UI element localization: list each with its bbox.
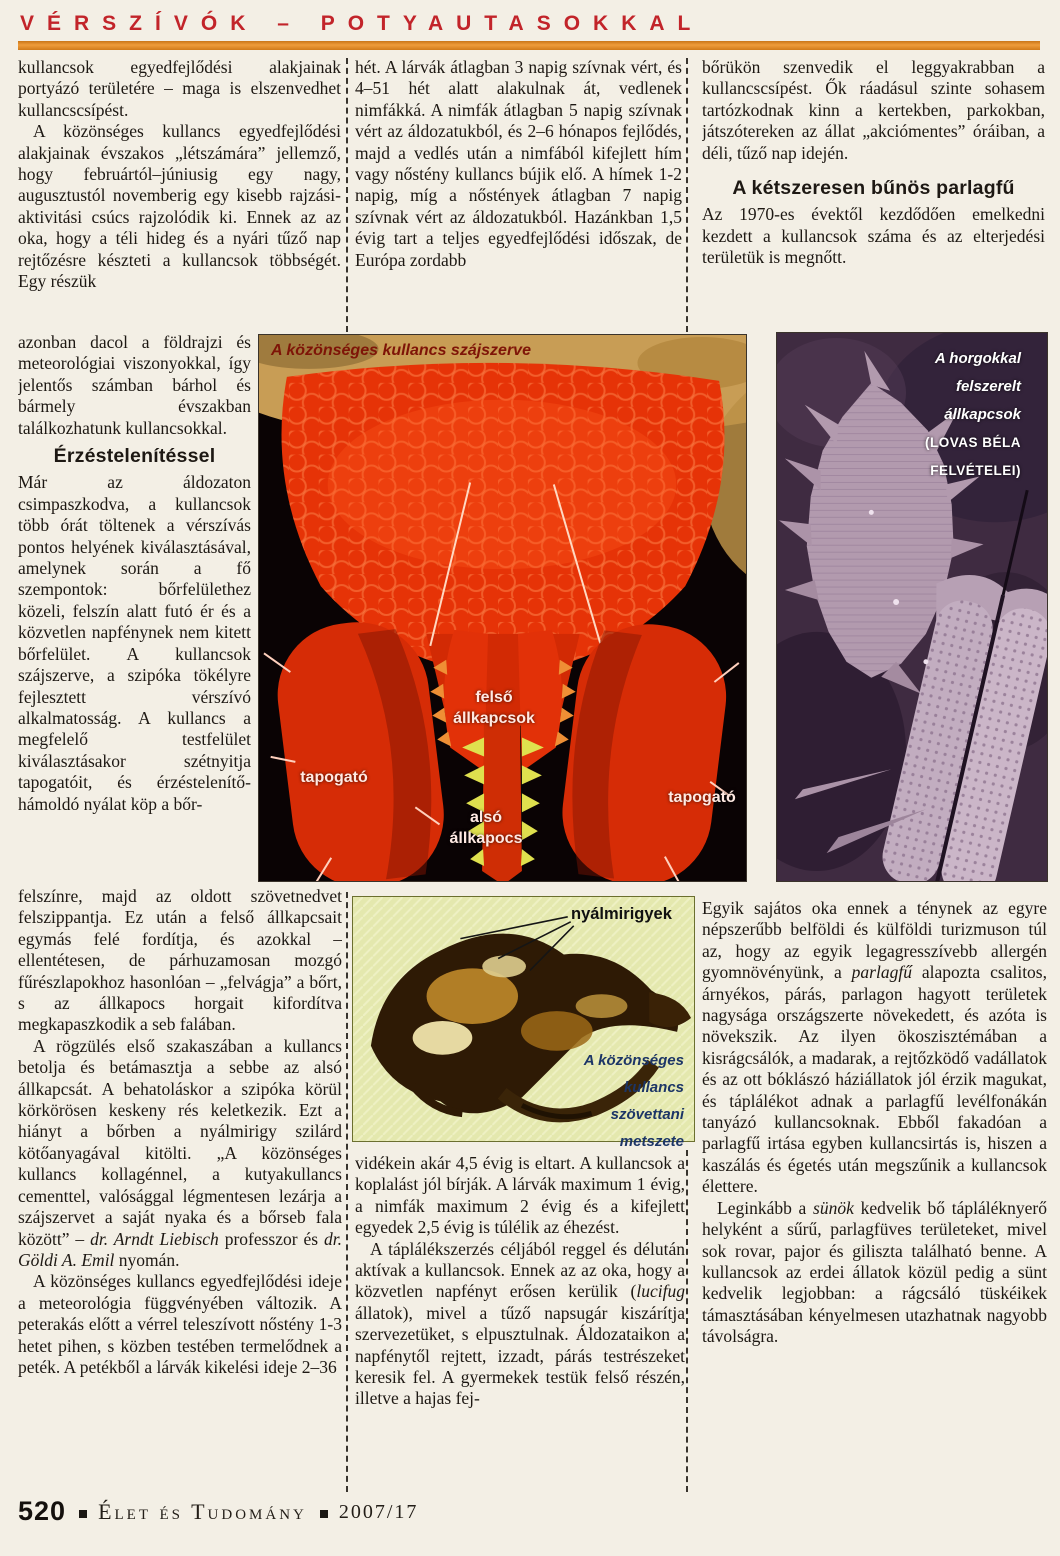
page-number: 520 — [18, 1496, 67, 1526]
text-segment: állatok), mivel a tűző napsugár kiszárítja szervezetüket, s elpusztulnak. Áldozataikon a napfénytől rejtett, izzadt, párás testrészeket keresik fel. A gyermekek testük felső részén, illetve a hajas fej- — [355, 1302, 685, 1409]
photo-caption — [925, 345, 1021, 485]
anatomy-label-palp-left: tapogató — [300, 769, 368, 786]
square-bullet-icon — [320, 1510, 328, 1518]
header-rule — [18, 41, 1040, 50]
text-segment: professzor és — [218, 1228, 324, 1249]
text-segment: nyomán. — [114, 1249, 180, 1270]
caption-line: metszete — [619, 1133, 684, 1150]
paragraph: azonban dacol a földrajzi és meteorológiai viszonyokkal, így jelentős számban bárhol és bármely évszakban találkozhatunk kullancsokkal. — [18, 332, 251, 438]
paragraph: Már az áldozaton csimpaszkodva, a kullancsok több órát töltenek a vérszívás pontos helyének kiválasztásával, amelynek során a fő szempontok: bőrfelülethez közeli, felszín alatt futó ér és a közvetlen napfénynek nem kitett bőrfelület. A kullancsok szájszerve, a szipóka tökélyre fejlesztett vérszívó alkalmatosság. A kullancs a megfelelő testfelület kiválasztásakor szétnyitja tapogatóit, és érzéstelenítő-hámoldó nyálat köp a bőr- — [18, 472, 251, 814]
label-line: felső — [475, 689, 513, 706]
column2-top — [355, 57, 682, 335]
column3-bottom — [702, 898, 1047, 1494]
square-bullet-icon — [79, 1510, 87, 1518]
person-name: dr. Arndt Liebisch — [90, 1228, 219, 1249]
paragraph — [355, 1239, 685, 1410]
caption-line: felszerelt — [955, 378, 1021, 395]
latin-term: lucifug — [636, 1281, 685, 1302]
column1-narrow — [18, 332, 251, 885]
column1-bottom — [18, 886, 342, 1494]
column2-bottom — [355, 1153, 685, 1493]
paragraph — [702, 898, 1047, 1198]
paragraph — [18, 1036, 342, 1271]
photo-credit: FELVÉTELEI) — [930, 463, 1021, 478]
text-segment: kedvelik bő tápláléknyerő helyként a sűrű, parlagfüves területeket, mivel sok rovar, pajor és giliszta található benne. A kullancsok az erdei állatok közül pedig a sünt kedvelik legjobban: a rágcsáló tüskéikek támasztásában kényelmesen utazhatnak nagyobb távolságra. — [702, 1197, 1047, 1347]
text-segment: A táplálékszerzés céljából reggel és délután aktívak a kullancsok. Ennek az az oka, hogy a közvetlen napfényt erősen kerülik ( — [355, 1238, 685, 1302]
caption-line: A közönséges — [583, 1052, 684, 1069]
text-segment: Egyik sajátos oka ennek a ténynek az egyre népszerűbb belföldi és külföldi turizmuson túl az, hogy az egyik legagresszívebb allergén gyomnövényünk, a — [702, 898, 1047, 983]
anatomy-label-salivary-glands: nyálmirigyek — [571, 905, 672, 923]
photo-caption: A közönséges kullancs szájszerve — [271, 342, 531, 359]
photo-caption — [584, 1047, 684, 1155]
anatomy-label-palp-right: tapogató — [668, 789, 736, 806]
section-heading: Érzéstelenítéssel — [53, 445, 216, 468]
page-footer — [18, 1496, 418, 1527]
paragraph: Az 1970-es évektől kezdődően emelkedni kezdett a kullancsok száma és az elterjedési területük is megnőtt. — [702, 204, 1045, 268]
paragraph — [702, 1198, 1047, 1348]
paragraph: vidékein akár 4,5 évig is eltart. A kullancsok a koplalást jól bírják. A lárvák maximum 1 évig, a nimfák maximum 2 évig és a kifejlett egyedek 2,5 évig is túlélik az éhezést. — [355, 1153, 685, 1238]
paragraph: felszínre, majd az oldott szövetnedvet felszippantja. Ez után a felső állkapcsait egymás felé fordítja, és azokkal – ellentétesen, de párhuzamosan mozgó fűrészlapokhoz hasonlóan – „felvágja” a bőrt, s az állkapocs horgait kifordítva megkapaszkodik a seb falában. — [18, 886, 342, 1035]
paragraph: kullancsok egyedfejlődési alakjainak portyázó területére – maga is elszenvedhet kullancscsípést. — [18, 57, 341, 120]
person-name: dr. Göldi A. Emil — [18, 1228, 342, 1270]
issue-number: 2007/17 — [338, 1501, 419, 1523]
column-separator — [346, 58, 348, 332]
text-segment: Leginkább a — [717, 1197, 814, 1218]
column3-top — [702, 57, 1045, 335]
text-segment: A rögzülés első szakaszában a kullancs betolja és betámasztja a sebbe az alsó állkapcsát. A behatoláskor a szipóka körül körkörösen keskeny rés keletkezik. Ezt a hiányt a bőrben a nyálmirigy szilárd kötőanyagával kitölti. „A közönséges kullancs kollagénnel, a kutyakullancs cementtel, valósággal légmentesen lezárja a szájszervet a saját nyaka és a bőrseb fala között” – — [18, 1035, 342, 1249]
caption-line: kullancs — [623, 1079, 684, 1096]
column-separator — [346, 892, 348, 1492]
animal-term: sünök — [813, 1197, 854, 1218]
histology-section-photo — [352, 896, 695, 1150]
text-segment: alapozta csalitos, árnyékos, párás, parlagon hagyott területek nagysága országszerte növekedett, és azóta is növekszik. Az ilyen ökoszisztémában a kisrágcsálók, a madarak, a rejtőzködő vadállatok és az ott bóklászó háziállatok jól érzik magukat, és táplálékot adnak a parlagfű levélfonákán tanyázó kullancsoknak. Ebből fakadóan a parlagfű irtása egyben kullancsirtás is, hiszen a kaszálás és égetés után megszűnik a kullancsok élettere. — [702, 962, 1047, 1197]
tick-mouthparts-photo — [258, 334, 747, 882]
plant-term: parlagfű — [851, 962, 912, 983]
column-separator — [686, 1150, 688, 1492]
column1-top — [18, 57, 341, 337]
paragraph: A közönséges kullancs egyedfejlődési ideje a meteorológia függvényében változik. A peterakás előtt a vérrel teleszívott nőstény 1-3 hetet pihen, s közben testében termelődnek a peték. A petékből a lárvák kikelési ideje 2–36 — [18, 1271, 342, 1377]
photo-credit: (LOVAS BÉLA — [925, 435, 1021, 450]
hooked-jaws-photo — [776, 332, 1048, 882]
caption-line: szövettani — [610, 1106, 684, 1123]
caption-line: állkapcsok — [944, 406, 1021, 423]
caption-line: A horgokkal — [934, 350, 1021, 367]
label-line: állkapcsok — [453, 710, 535, 727]
paragraph: A közönséges kullancs egyedfejlődési alakjainak évszakos „létszámára” jellemző, hogy februártól–júniusig egy nagy, augusztustól novemberig egy kisebb rajzási-aktivitási csúcs rajzolódik ki. Ennek az az oka, hogy a téli hideg és a nyári tűző nap rejtőzésre készteti a kullancsok többségét. Egy részük — [18, 121, 341, 292]
label-line: alsó — [469, 809, 502, 826]
column-separator — [686, 58, 688, 332]
page-header-title: VÉRSZÍVÓK – POTYAUTASOKKAL — [20, 12, 704, 35]
anatomy-label-upper-jaws — [429, 687, 559, 729]
paragraph: hét. A lárvák átlagban 3 napig szívnak vért, és 4–51 hét alatt alakulnak át, vedlenek nimfákká. A nimfák átlagban 5 napig szívnak vért az áldozatukból, és 2–6 hónapos fejlődés, majd a vedlés után a nimfából kifejlett hím vagy nőstény kullancs bújik elő. A hímek 1-2 napig, míg a nőstények átlagban 7 napig szívnak vért az áldozatukból. Hazánkban 1,5 évig tart a teljes egyedfejlődési időszak, de Európa zordabb — [355, 57, 682, 270]
anatomy-label-lower-jaw — [421, 807, 551, 849]
label-line: állkapocs — [449, 830, 523, 847]
magazine-name: Élet és Tudomány — [98, 1498, 307, 1524]
section-heading: A kétszeresen bűnös parlagfű — [732, 177, 1015, 200]
paragraph: bőrükön szenvedik el leggyakrabban a kullancscsípést. Ők ráadásul szinte sohasem tartózkodnak kinn a kertekben, parkokban, játszótereken az állat „akciómentes” óráiban, a déli, tűző nap idején. — [702, 57, 1045, 163]
